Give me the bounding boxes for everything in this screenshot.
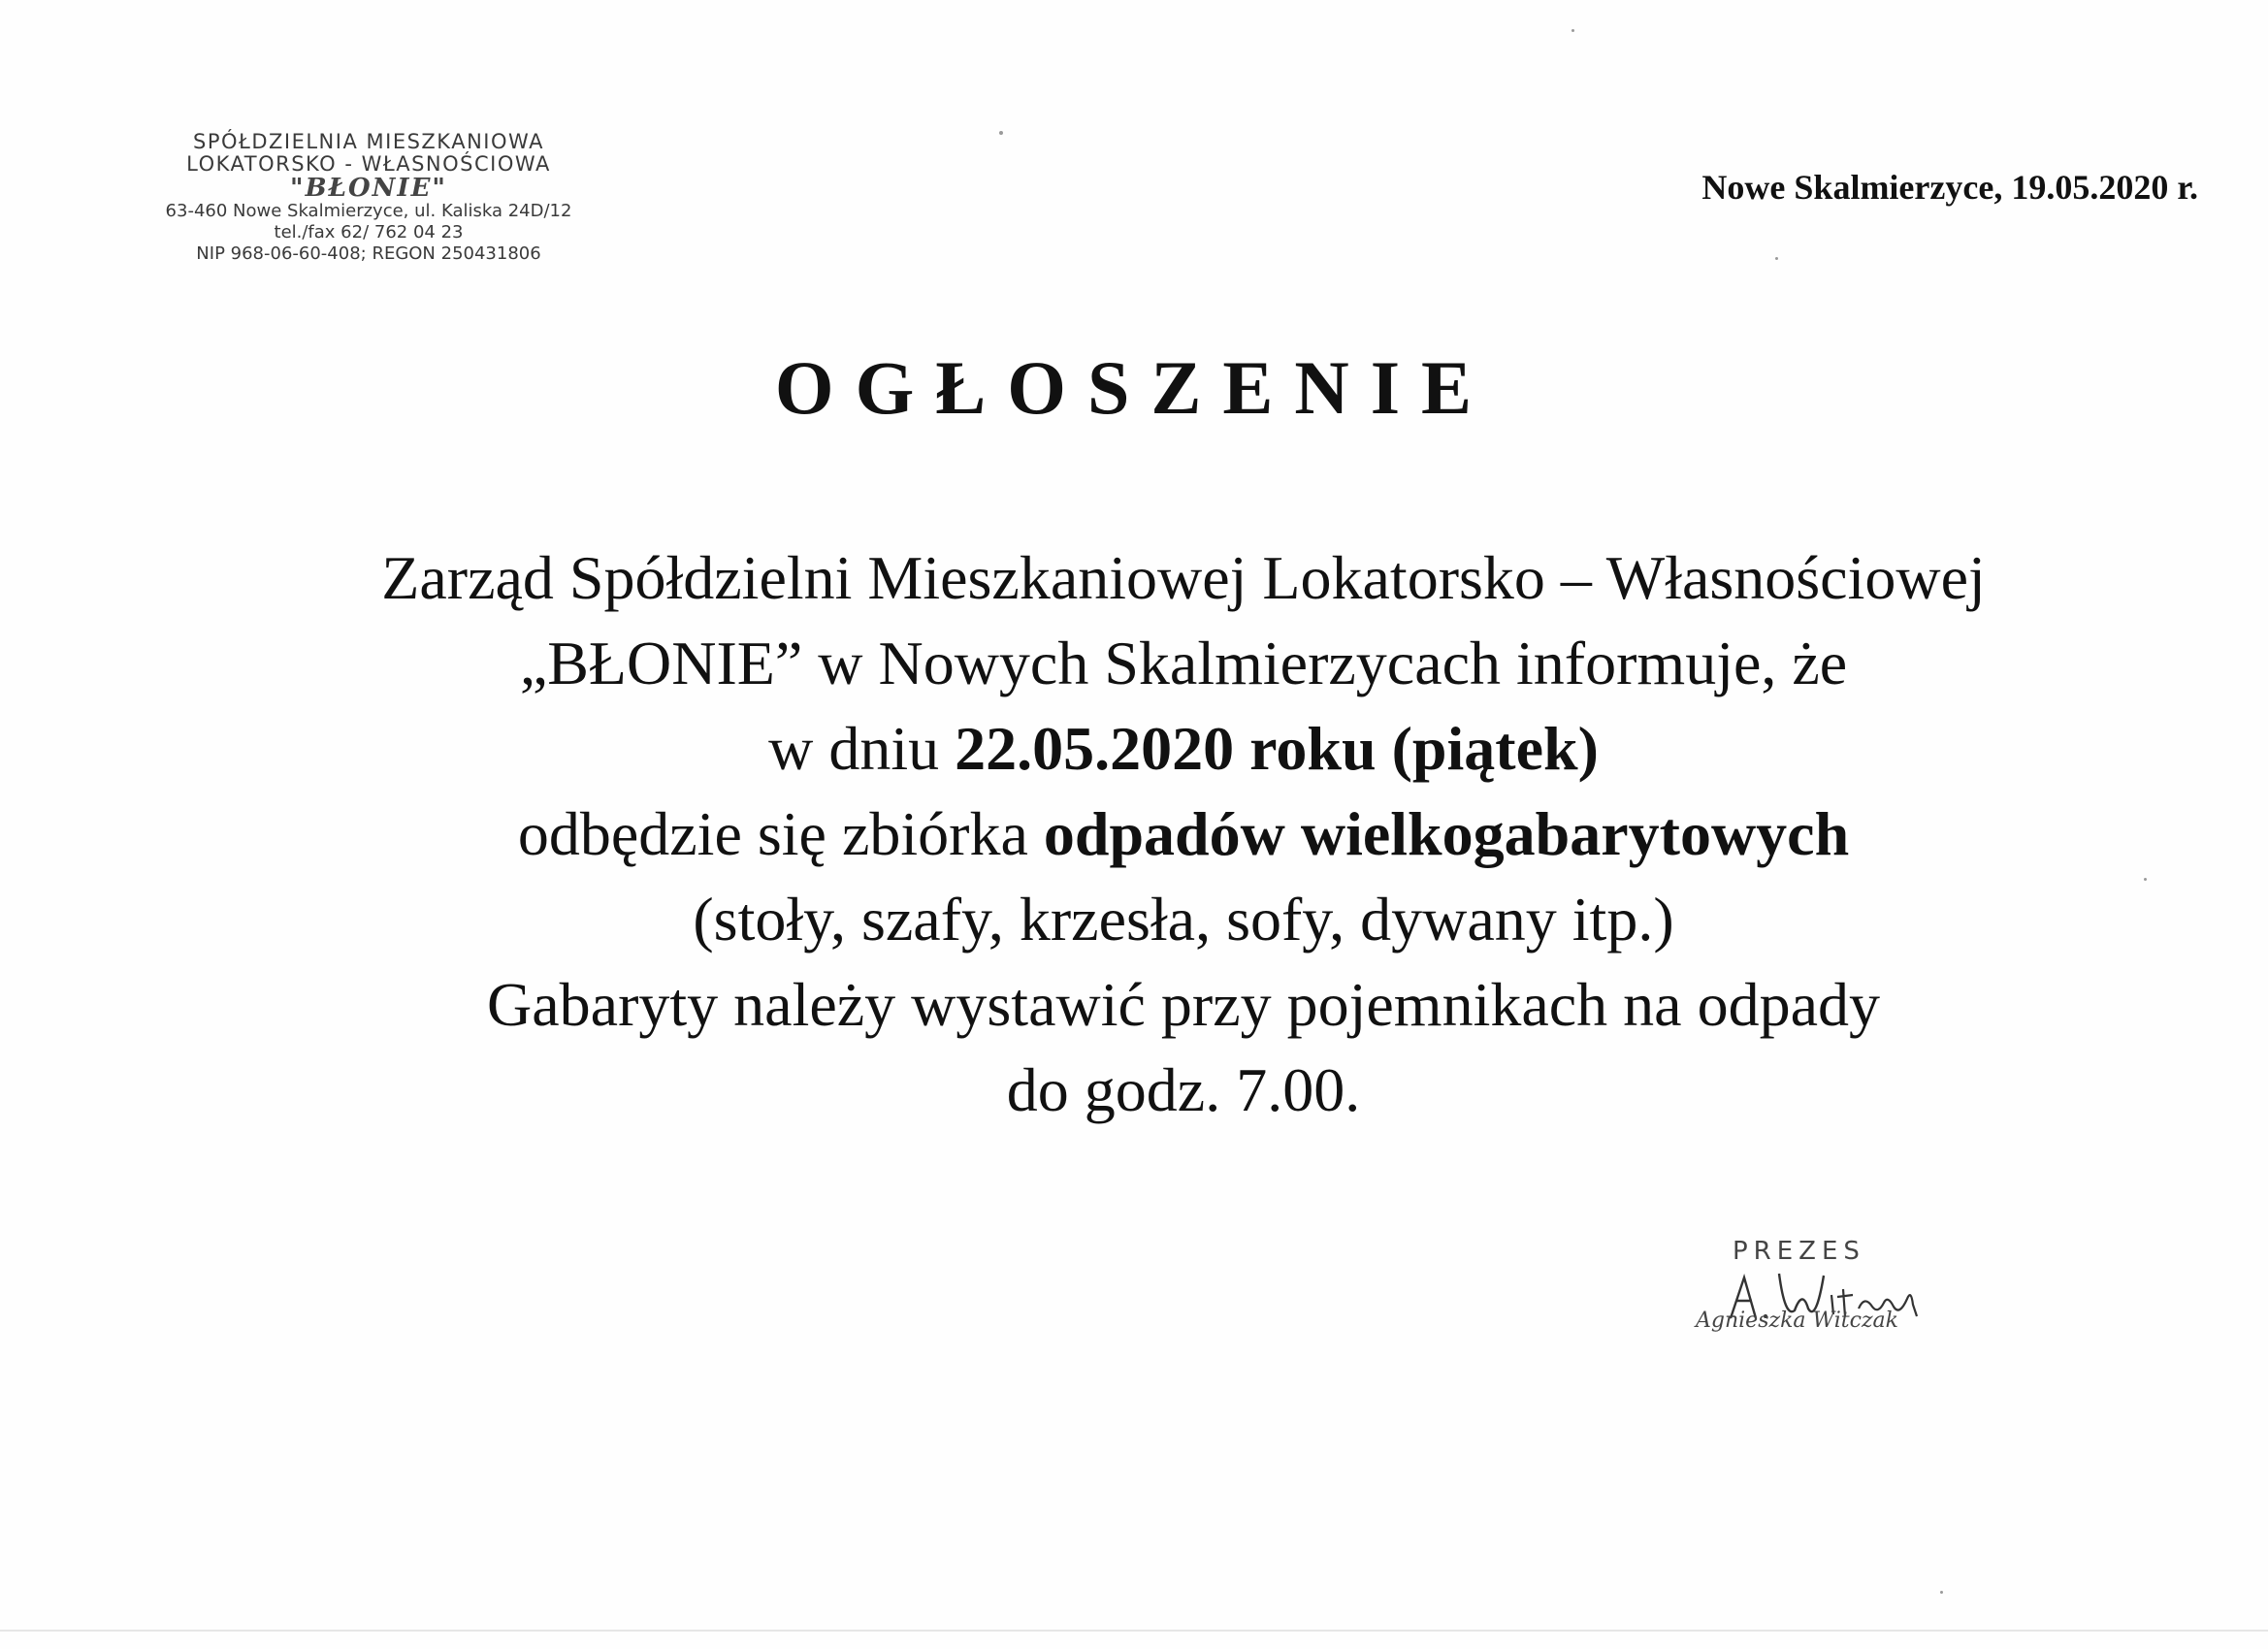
company-stamp bbox=[146, 131, 592, 265]
scan-edge bbox=[0, 1630, 2268, 1632]
stamp-phone: tel./fax 62/ 762 04 23 bbox=[274, 222, 464, 242]
body-line-date bbox=[146, 706, 2221, 792]
scan-speck bbox=[1571, 29, 1574, 32]
body-line: Gabaryty należy wystawić przy pojemnikach na odpady bbox=[487, 970, 1880, 1039]
body-line: (stoły, szafy, krzesła, sofy, dywany itp.) bbox=[693, 885, 1674, 954]
body-text: w dniu bbox=[768, 714, 956, 783]
waste-type: odpadów wielkogabarytowych bbox=[1043, 799, 1850, 868]
scan-speck bbox=[2144, 878, 2147, 881]
scan-speck bbox=[1940, 1591, 1943, 1594]
scan-speck bbox=[1775, 257, 1778, 260]
signatory-role: PREZES bbox=[1733, 1237, 1865, 1266]
body-line-waste bbox=[146, 792, 2221, 877]
body-line: „BŁONIE” w Nowych Skalmierzycach informuje, że bbox=[519, 629, 1848, 697]
collection-date: 22.05.2020 roku (piątek) bbox=[955, 714, 1599, 783]
announcement-body bbox=[146, 535, 2221, 1133]
stamp-ids: NIP 968-06-60-408; REGON 250431806 bbox=[196, 243, 541, 264]
signatory-name: Agnieszka Witczak bbox=[1696, 1309, 1898, 1333]
stamp-brand: "BŁONIE" bbox=[290, 174, 447, 203]
body-line: do godz. 7.00. bbox=[1006, 1055, 1361, 1124]
document-date: Nowe Skalmierzyce, 19.05.2020 r. bbox=[1701, 168, 2198, 207]
scan-speck bbox=[999, 131, 1003, 135]
stamp-line-type: LOKATORSKO - WŁASNOŚCIOWA bbox=[186, 152, 551, 176]
stamp-line-cooperative: SPÓŁDZIELNIA MIESZKANIOWA bbox=[193, 130, 544, 153]
document-title: OGŁOSZENIE bbox=[774, 345, 1494, 430]
signature-block bbox=[1676, 1237, 1967, 1353]
body-text: odbędzie się zbiórka bbox=[517, 799, 1044, 868]
body-line: Zarząd Spółdzielni Mieszkaniowej Lokatorsko – Własnościowej bbox=[381, 543, 1986, 612]
stamp-address: 63-460 Nowe Skalmierzyce, ul. Kaliska 24D/12 bbox=[165, 201, 572, 221]
